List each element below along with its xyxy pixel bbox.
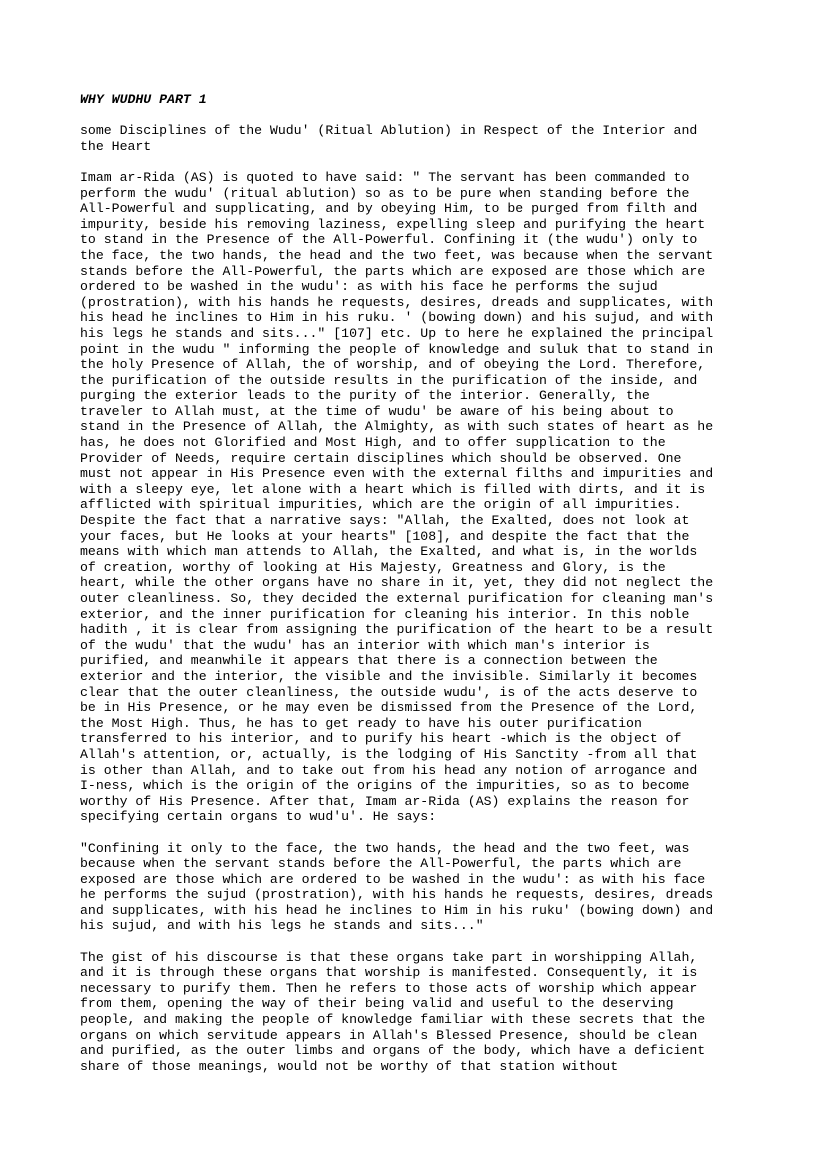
document-page (80, 92, 760, 1090)
paragraph-body-1: Imam ar-Rida (AS) is quoted to have said: " The servant has been commanded to perform the wudu' (ritual ablution) so as to be pure when standing before the All-Powerful and supplicating, and by obeying Him, to be purged from filth and impurity, beside his removing laziness, expelling sleep and purifying the heart to stand in the Presence of the All-Powerful. Confining it (the wudu') only to the face, the two hands, the head and the two feet, was because when the servant stands before the All-Powerful, the parts which are exposed are those which are ordered to be washed in the wudu': as with his face he performs the sujud (prostration), with his hands he requests, desires, dreads and supplicates, with his head he inclines to Him in his ruku. ' (bowing down) and his sujud, and with his legs he stands and sits..." [107] etc. Up to here he explained the principal point in the wudu " informing the people of knowledge and suluk that to stand in the holy Presence of Allah, the of worship, and of obeying the Lord. Therefore, the purification of the outside results in the purification of the inside, and purging the exterior leads to the purity of the interior. Generally, the traveler to Allah must, at the time of wudu' be aware of his being about to stand in the Presence of Allah, the Almighty, as with such states of heart as he has, he does not Glorified and Most High, and to offer supplication to the Provider of Needs, require certain disciplines which should be observed. One must not appear in His Presence even with the external filths and impurities and with a sleepy eye, let alone with a heart which is filled with dirts, and it is afflicted with spiritual impurities, which are the origin of all impurities. Despite the fact that a narrative says: "Allah, the Exalted, does not look at your faces, but He looks at your hearts" [108], and despite the fact that the means with which man attends to Allah, the Exalted, and what is, in the worlds of creation, worthy of looking at His Majesty, Greatness and Glory, is the heart, while the other organs have no share in it, yet, they did not neglect the outer cleanliness. So, they decided the external purification for cleaning man's exterior, and the inner purification for cleaning his interior. In this noble hadith , it is clear from assigning the purification of the heart to be a result of the wudu' that the wudu' has an interior with which man's interior is purified, and meanwhile it appears that there is a connection between the exterior and the interior, the visible and the invisible. Similarly it becomes clear that the outer cleanliness, the outside wudu', is of the acts deserve to be in His Presence, or he may even be dismissed from the Presence of the Lord, the Most High. Thus, he has to get ready to have his outer purification transferred to his interior, and to purify his heart -which is the object of Allah's attention, or, actually, is the lodging of His Sanctity -from all that is other than Allah, and to take out from his head any notion of arrogance and I-ness, which is the origin of the origins of the impurities, so as to become worthy of His Presence. After that, Imam ar-Rida (AS) explains the reason for specifying certain organs to wud'u'. He says: (80, 169, 714, 825)
paragraph-quote: "Confining it only to the face, the two hands, the head and the two feet, was because when the servant stands before the All-Powerful, the parts which are exposed are those which are ordered to be washed in the wudu': as with his face he performs the sujud (prostration), with his hands he requests, desires, dreads and supplicates, with his head he inclines to Him in his ruku' (bowing down) and his sujud, and with his legs he stands and sits..." (80, 840, 714, 934)
paragraph-heading: some Disciplines of the Wudu' (Ritual Ablution) in Respect of the Interior and the Heart (80, 123, 698, 154)
document-title: WHY WUDHU PART 1 (80, 92, 207, 107)
paragraph-body-2: The gist of his discourse is that these organs take part in worshipping Allah, and it is through these organs that worship is manifested. Consequently, it is necessary to purify them. Then he refers to those acts of worship which appear from them, opening the way of their being valid and useful to the deserving people, and making the people of knowledge familiar with these secrets that the organs on which servitude appears in Allah's Blessed Presence, should be clean and purified, as the outer limbs and organs of the body, which have a deficient share of those meanings, would not be worthy of that station without (80, 949, 706, 1074)
